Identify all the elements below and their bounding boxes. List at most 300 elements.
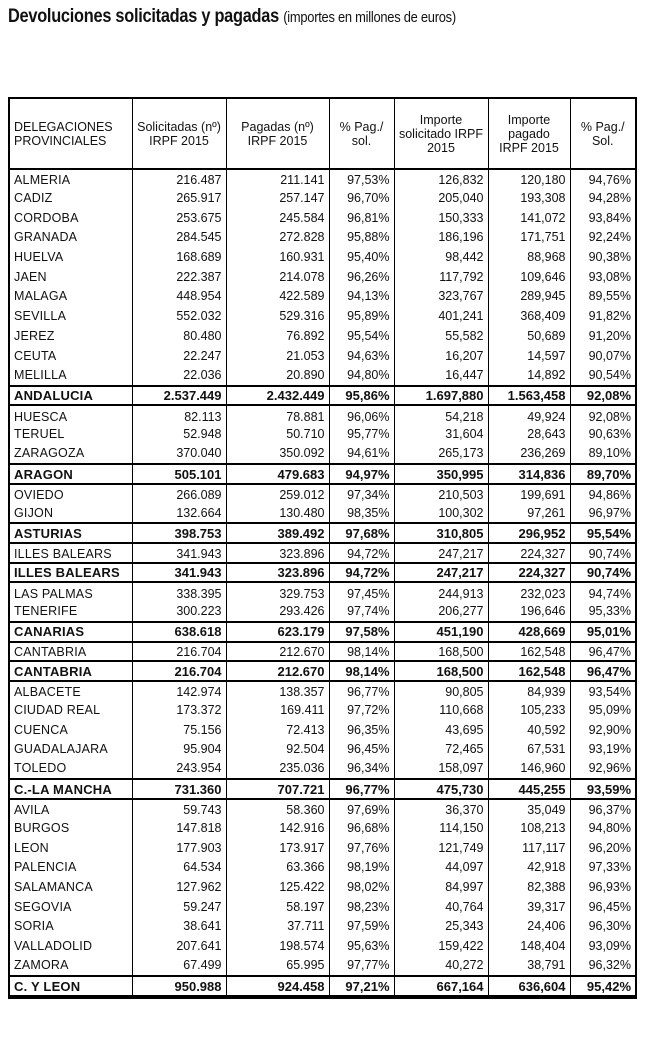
cell-pct-count: 97,74% <box>329 602 394 622</box>
cell-delegacion: VALLADOLID <box>14 939 93 954</box>
cell-importe-solicitado: 84,997 <box>394 878 488 898</box>
cell-delegacion: LAS PALMAS <box>14 586 93 601</box>
cell-importe-pagado: 39,317 <box>488 897 570 917</box>
cell-pagadas: 198.574 <box>226 937 329 957</box>
cell-pagadas: 173.917 <box>226 838 329 858</box>
cell-delegacion: ZAMORA <box>14 958 69 973</box>
cell-pct-amount: 91,20% <box>570 327 635 347</box>
total-cell-pagadas: 323.896 <box>226 563 329 583</box>
cell-pagadas: 58.197 <box>226 897 329 917</box>
cell-pct-amount: 94,28% <box>570 189 635 209</box>
total-cell-pct-amount: 95,01% <box>570 622 635 642</box>
cell-solicitadas: 341.943 <box>132 543 226 563</box>
cell-pagadas: 169.411 <box>226 701 329 721</box>
cell-pct-count: 96,06% <box>329 405 394 425</box>
header-pagadas: Pagadas (nº) IRPF 2015 <box>226 99 329 169</box>
total-cell-importe-pagado: 445,255 <box>488 779 570 799</box>
total-cell-pagadas: 2.432.449 <box>226 386 329 406</box>
cell-pagadas: 323.896 <box>226 543 329 563</box>
cell-pagadas: 214.078 <box>226 267 329 287</box>
header-delegaciones: DELEGACIONES PROVINCIALES <box>10 99 132 169</box>
cell-pct-count: 96,81% <box>329 208 394 228</box>
cell-pct-count: 96,35% <box>329 720 394 740</box>
cell-importe-solicitado: 186,196 <box>394 228 488 248</box>
cell-delegacion: SEGOVIA <box>14 899 72 914</box>
cell-importe-pagado: 14,597 <box>488 346 570 366</box>
cell-importe-pagado: 50,689 <box>488 327 570 347</box>
table-total-row <box>10 779 635 799</box>
cell-pagadas: 72.413 <box>226 720 329 740</box>
cell-pct-amount: 89,55% <box>570 287 635 307</box>
cell-importe-solicitado: 121,749 <box>394 838 488 858</box>
cell-pagadas: 293.426 <box>226 602 329 622</box>
cell-pct-count: 97,76% <box>329 838 394 858</box>
cell-pct-amount: 96,32% <box>570 957 635 977</box>
table-row <box>10 366 635 386</box>
total-cell-solicitadas: 216.704 <box>132 661 226 681</box>
cell-pagadas: 329.753 <box>226 582 329 602</box>
cell-importe-solicitado: 247,217 <box>394 543 488 563</box>
header-pct-amount: % Pag./ Sol. <box>570 99 635 169</box>
cell-importe-pagado: 49,924 <box>488 405 570 425</box>
total-cell-importe-solicitado: 168,500 <box>394 661 488 681</box>
cell-solicitadas: 132.664 <box>132 504 226 524</box>
cell-pct-amount: 96,47% <box>570 642 635 662</box>
cell-pct-count: 97,77% <box>329 957 394 977</box>
cell-pct-count: 98,35% <box>329 504 394 524</box>
cell-solicitadas: 243.954 <box>132 760 226 780</box>
total-cell-pagadas: 389.492 <box>226 523 329 543</box>
cell-importe-pagado: 105,233 <box>488 701 570 721</box>
cell-importe-solicitado: 43,695 <box>394 720 488 740</box>
cell-pct-amount: 97,33% <box>570 858 635 878</box>
cell-importe-pagado: 232,023 <box>488 582 570 602</box>
cell-importe-solicitado: 54,218 <box>394 405 488 425</box>
cell-delegacion: ZARAGOZA <box>14 446 85 461</box>
cell-delegacion: MELILLA <box>14 367 67 382</box>
cell-pagadas: 76.892 <box>226 327 329 347</box>
cell-importe-pagado: 199,691 <box>488 484 570 504</box>
cell-pct-count: 98,19% <box>329 858 394 878</box>
table-row <box>10 858 635 878</box>
cell-pct-amount: 95,33% <box>570 602 635 622</box>
cell-pagadas: 37.711 <box>226 917 329 937</box>
cell-importe-pagado: 289,945 <box>488 287 570 307</box>
cell-importe-solicitado: 150,333 <box>394 208 488 228</box>
cell-delegacion: HUELVA <box>14 250 64 265</box>
cell-delegacion: PALENCIA <box>14 860 77 875</box>
table-row <box>10 720 635 740</box>
table-row <box>10 504 635 524</box>
cell-pct-count: 95,88% <box>329 228 394 248</box>
cell-pagadas: 20.890 <box>226 366 329 386</box>
cell-importe-solicitado: 110,668 <box>394 701 488 721</box>
cell-pct-count: 94,72% <box>329 543 394 563</box>
cell-pct-amount: 96,20% <box>570 838 635 858</box>
cell-pct-count: 97,69% <box>329 799 394 819</box>
cell-solicitadas: 142.974 <box>132 681 226 701</box>
table-total-row <box>10 976 635 996</box>
cell-importe-solicitado: 323,767 <box>394 287 488 307</box>
cell-pagadas: 259.012 <box>226 484 329 504</box>
cell-importe-solicitado: 72,465 <box>394 740 488 760</box>
cell-pct-amount: 94,76% <box>570 169 635 189</box>
table-row <box>10 760 635 780</box>
total-cell-importe-pagado: 162,548 <box>488 661 570 681</box>
table-total-row <box>10 523 635 543</box>
cell-importe-solicitado: 265,173 <box>394 445 488 465</box>
cell-delegacion: SALAMANCA <box>14 880 93 895</box>
total-cell-importe-solicitado: 475,730 <box>394 779 488 799</box>
cell-pct-count: 97,45% <box>329 582 394 602</box>
table-header-row <box>10 99 635 169</box>
total-cell-pagadas: 707.721 <box>226 779 329 799</box>
cell-importe-solicitado: 31,604 <box>394 425 488 445</box>
cell-pagadas: 529.316 <box>226 307 329 327</box>
cell-pct-amount: 90,63% <box>570 425 635 445</box>
table-row <box>10 701 635 721</box>
cell-pagadas: 245.584 <box>226 208 329 228</box>
cell-pagadas: 272.828 <box>226 228 329 248</box>
cell-importe-pagado: 97,261 <box>488 504 570 524</box>
cell-pct-amount: 93,54% <box>570 681 635 701</box>
cell-pct-amount: 92,24% <box>570 228 635 248</box>
table-row <box>10 208 635 228</box>
total-cell-pct-amount: 95,42% <box>570 976 635 996</box>
cell-pct-count: 96,45% <box>329 740 394 760</box>
cell-solicitadas: 222.387 <box>132 267 226 287</box>
cell-importe-pagado: 28,643 <box>488 425 570 445</box>
cell-importe-solicitado: 44,097 <box>394 858 488 878</box>
cell-importe-solicitado: 36,370 <box>394 799 488 819</box>
header-pct-count: % Pag./ sol. <box>329 99 394 169</box>
table-row <box>10 169 635 189</box>
refunds-table <box>10 99 635 997</box>
cell-pct-count: 95,54% <box>329 327 394 347</box>
cell-importe-solicitado: 90,805 <box>394 681 488 701</box>
total-cell-solicitadas: 950.988 <box>132 976 226 996</box>
cell-pagadas: 63.366 <box>226 858 329 878</box>
cell-pct-amount: 95,09% <box>570 701 635 721</box>
cell-pct-amount: 94,74% <box>570 582 635 602</box>
total-cell-importe-pagado: 1.563,458 <box>488 386 570 406</box>
cell-pagadas: 21.053 <box>226 346 329 366</box>
cell-pct-amount: 93,84% <box>570 208 635 228</box>
cell-pct-count: 96,70% <box>329 189 394 209</box>
cell-delegacion: ALBACETE <box>14 685 81 700</box>
cell-solicitadas: 147.818 <box>132 819 226 839</box>
cell-pct-amount: 94,86% <box>570 484 635 504</box>
total-cell-delegacion: C.-LA MANCHA <box>10 779 132 799</box>
cell-pct-count: 94,63% <box>329 346 394 366</box>
table-row <box>10 878 635 898</box>
cell-importe-pagado: 109,646 <box>488 267 570 287</box>
table-row <box>10 917 635 937</box>
cell-pct-count: 95,63% <box>329 937 394 957</box>
cell-pct-count: 96,77% <box>329 681 394 701</box>
cell-pct-amount: 92,90% <box>570 720 635 740</box>
total-cell-importe-pagado: 296,952 <box>488 523 570 543</box>
cell-solicitadas: 22.247 <box>132 346 226 366</box>
cell-solicitadas: 22.036 <box>132 366 226 386</box>
cell-importe-pagado: 148,404 <box>488 937 570 957</box>
cell-solicitadas: 59.743 <box>132 799 226 819</box>
total-cell-solicitadas: 731.360 <box>132 779 226 799</box>
cell-importe-solicitado: 401,241 <box>394 307 488 327</box>
header-importe-pagado: Importe pagado IRPF 2015 <box>488 99 570 169</box>
cell-pagadas: 160.931 <box>226 248 329 268</box>
cell-delegacion: CORDOBA <box>14 210 79 225</box>
table-row <box>10 582 635 602</box>
cell-importe-solicitado: 205,040 <box>394 189 488 209</box>
cell-delegacion: CUENCA <box>14 722 68 737</box>
table-row <box>10 307 635 327</box>
cell-pct-count: 94,13% <box>329 287 394 307</box>
total-cell-pct-count: 97,58% <box>329 622 394 642</box>
total-cell-solicitadas: 398.753 <box>132 523 226 543</box>
cell-solicitadas: 64.534 <box>132 858 226 878</box>
table-row <box>10 346 635 366</box>
table-row <box>10 287 635 307</box>
cell-importe-pagado: 108,213 <box>488 819 570 839</box>
table-total-row <box>10 386 635 406</box>
table-row <box>10 267 635 287</box>
table-total-row <box>10 661 635 681</box>
cell-delegacion: CANTABRIA <box>14 645 87 660</box>
cell-solicitadas: 95.904 <box>132 740 226 760</box>
cell-pct-count: 95,89% <box>329 307 394 327</box>
total-cell-pct-amount: 90,74% <box>570 563 635 583</box>
cell-pagadas: 211.141 <box>226 169 329 189</box>
table-row <box>10 248 635 268</box>
cell-delegacion: SEVILLA <box>14 309 67 324</box>
cell-pct-count: 94,61% <box>329 445 394 465</box>
cell-solicitadas: 216.704 <box>132 642 226 662</box>
total-cell-importe-solicitado: 451,190 <box>394 622 488 642</box>
cell-pagadas: 142.916 <box>226 819 329 839</box>
total-cell-pagadas: 623.179 <box>226 622 329 642</box>
table-row <box>10 405 635 425</box>
cell-importe-solicitado: 40,764 <box>394 897 488 917</box>
cell-pct-amount: 94,80% <box>570 819 635 839</box>
cell-pagadas: 58.360 <box>226 799 329 819</box>
header-importe-solicitado: Importe solicitado IRPF 2015 <box>394 99 488 169</box>
cell-pct-amount: 93,09% <box>570 937 635 957</box>
cell-solicitadas: 52.948 <box>132 425 226 445</box>
table-row <box>10 189 635 209</box>
cell-solicitadas: 265.917 <box>132 189 226 209</box>
cell-importe-solicitado: 206,277 <box>394 602 488 622</box>
cell-pct-amount: 92,96% <box>570 760 635 780</box>
cell-importe-pagado: 193,308 <box>488 189 570 209</box>
cell-pct-count: 97,59% <box>329 917 394 937</box>
cell-delegacion: ILLES BALEARS <box>14 546 112 561</box>
cell-importe-pagado: 236,269 <box>488 445 570 465</box>
cell-solicitadas: 38.641 <box>132 917 226 937</box>
cell-importe-solicitado: 126,832 <box>394 169 488 189</box>
table-row <box>10 602 635 622</box>
cell-pagadas: 138.357 <box>226 681 329 701</box>
cell-pct-amount: 96,37% <box>570 799 635 819</box>
table-row <box>10 484 635 504</box>
cell-delegacion: HUESCA <box>14 409 68 424</box>
cell-importe-pagado: 162,548 <box>488 642 570 662</box>
table-row <box>10 799 635 819</box>
total-cell-pct-count: 94,72% <box>329 563 394 583</box>
cell-importe-solicitado: 100,302 <box>394 504 488 524</box>
cell-pct-count: 98,14% <box>329 642 394 662</box>
cell-delegacion: GIJON <box>14 505 54 520</box>
table-row <box>10 543 635 563</box>
cell-pct-amount: 90,74% <box>570 543 635 563</box>
cell-delegacion: AVILA <box>14 803 50 818</box>
cell-importe-pagado: 14,892 <box>488 366 570 386</box>
cell-pct-count: 97,72% <box>329 701 394 721</box>
total-cell-importe-pagado: 314,836 <box>488 464 570 484</box>
table-row <box>10 740 635 760</box>
total-cell-pct-count: 94,97% <box>329 464 394 484</box>
cell-importe-pagado: 368,409 <box>488 307 570 327</box>
total-cell-delegacion: CANARIAS <box>10 622 132 642</box>
cell-pagadas: 212.670 <box>226 642 329 662</box>
cell-importe-solicitado: 159,422 <box>394 937 488 957</box>
total-cell-delegacion: ILLES BALEARS <box>10 563 132 583</box>
total-cell-pct-amount: 96,47% <box>570 661 635 681</box>
table-total-row <box>10 464 635 484</box>
cell-solicitadas: 80.480 <box>132 327 226 347</box>
total-cell-importe-solicitado: 667,164 <box>394 976 488 996</box>
cell-importe-pagado: 171,751 <box>488 228 570 248</box>
total-cell-pct-amount: 89,70% <box>570 464 635 484</box>
cell-pagadas: 422.589 <box>226 287 329 307</box>
cell-pct-amount: 91,82% <box>570 307 635 327</box>
cell-pct-count: 96,68% <box>329 819 394 839</box>
cell-delegacion: CEUTA <box>14 348 57 363</box>
cell-delegacion: GRANADA <box>14 230 78 245</box>
cell-importe-pagado: 24,406 <box>488 917 570 937</box>
cell-pagadas: 350.092 <box>226 445 329 465</box>
total-cell-importe-solicitado: 247,217 <box>394 563 488 583</box>
cell-importe-solicitado: 16,207 <box>394 346 488 366</box>
cell-pct-count: 94,80% <box>329 366 394 386</box>
cell-pct-count: 97,53% <box>329 169 394 189</box>
cell-importe-pagado: 141,072 <box>488 208 570 228</box>
table-row <box>10 228 635 248</box>
table-row <box>10 681 635 701</box>
cell-pagadas: 65.995 <box>226 957 329 977</box>
table-row <box>10 819 635 839</box>
table-row <box>10 957 635 977</box>
cell-pct-amount: 90,07% <box>570 346 635 366</box>
cell-pct-count: 98,02% <box>329 878 394 898</box>
cell-pct-amount: 90,54% <box>570 366 635 386</box>
total-cell-pct-count: 96,77% <box>329 779 394 799</box>
cell-delegacion: JAEN <box>14 269 47 284</box>
total-cell-delegacion: CANTABRIA <box>10 661 132 681</box>
total-cell-pct-count: 98,14% <box>329 661 394 681</box>
total-cell-importe-solicitado: 1.697,880 <box>394 386 488 406</box>
cell-importe-pagado: 84,939 <box>488 681 570 701</box>
cell-solicitadas: 127.962 <box>132 878 226 898</box>
cell-solicitadas: 173.372 <box>132 701 226 721</box>
cell-delegacion: MALAGA <box>14 289 68 304</box>
cell-importe-pagado: 196,646 <box>488 602 570 622</box>
cell-delegacion: CADIZ <box>14 191 53 206</box>
cell-pct-amount: 96,93% <box>570 878 635 898</box>
cell-pct-amount: 96,45% <box>570 897 635 917</box>
cell-importe-pagado: 42,918 <box>488 858 570 878</box>
cell-pct-count: 97,34% <box>329 484 394 504</box>
total-cell-importe-solicitado: 310,805 <box>394 523 488 543</box>
cell-importe-pagado: 40,592 <box>488 720 570 740</box>
total-cell-importe-solicitado: 350,995 <box>394 464 488 484</box>
title-main: Devoluciones solicitadas y pagadas <box>8 6 279 27</box>
cell-pct-count: 95,40% <box>329 248 394 268</box>
cell-solicitadas: 67.499 <box>132 957 226 977</box>
total-cell-pct-count: 95,86% <box>329 386 394 406</box>
total-cell-delegacion: C. Y LEON <box>10 976 132 996</box>
cell-pagadas: 125.422 <box>226 878 329 898</box>
total-cell-pct-amount: 93,59% <box>570 779 635 799</box>
cell-pct-amount: 92,08% <box>570 405 635 425</box>
cell-solicitadas: 253.675 <box>132 208 226 228</box>
header-solicitadas: Solicitadas (nº) IRPF 2015 <box>132 99 226 169</box>
cell-importe-pagado: 67,531 <box>488 740 570 760</box>
total-cell-delegacion: ASTURIAS <box>10 523 132 543</box>
cell-importe-solicitado: 55,582 <box>394 327 488 347</box>
cell-solicitadas: 75.156 <box>132 720 226 740</box>
cell-pct-count: 98,23% <box>329 897 394 917</box>
total-cell-delegacion: ARAGON <box>10 464 132 484</box>
cell-importe-solicitado: 117,792 <box>394 267 488 287</box>
cell-pagadas: 257.147 <box>226 189 329 209</box>
table-body <box>10 169 635 996</box>
cell-pct-amount: 93,19% <box>570 740 635 760</box>
cell-solicitadas: 338.395 <box>132 582 226 602</box>
cell-solicitadas: 284.545 <box>132 228 226 248</box>
cell-delegacion: TENERIFE <box>14 603 78 618</box>
table-row <box>10 937 635 957</box>
cell-delegacion: TERUEL <box>14 427 65 442</box>
cell-solicitadas: 207.641 <box>132 937 226 957</box>
cell-solicitadas: 82.113 <box>132 405 226 425</box>
cell-pct-amount: 96,97% <box>570 504 635 524</box>
cell-importe-pagado: 224,327 <box>488 543 570 563</box>
table-row <box>10 445 635 465</box>
cell-pagadas: 78.881 <box>226 405 329 425</box>
total-cell-pagadas: 924.458 <box>226 976 329 996</box>
cell-importe-solicitado: 168,500 <box>394 642 488 662</box>
table-row <box>10 425 635 445</box>
cell-pagadas: 92.504 <box>226 740 329 760</box>
cell-importe-pagado: 120,180 <box>488 169 570 189</box>
cell-importe-solicitado: 158,097 <box>394 760 488 780</box>
table-total-row <box>10 622 635 642</box>
total-cell-solicitadas: 341.943 <box>132 563 226 583</box>
cell-importe-solicitado: 210,503 <box>394 484 488 504</box>
total-cell-pagadas: 212.670 <box>226 661 329 681</box>
cell-importe-pagado: 146,960 <box>488 760 570 780</box>
total-cell-solicitadas: 638.618 <box>132 622 226 642</box>
total-cell-pct-count: 97,68% <box>329 523 394 543</box>
total-cell-pct-count: 97,21% <box>329 976 394 996</box>
cell-solicitadas: 552.032 <box>132 307 226 327</box>
total-cell-solicitadas: 2.537.449 <box>132 386 226 406</box>
cell-importe-pagado: 88,968 <box>488 248 570 268</box>
cell-importe-pagado: 82,388 <box>488 878 570 898</box>
cell-importe-pagado: 38,791 <box>488 957 570 977</box>
cell-pct-amount: 96,30% <box>570 917 635 937</box>
